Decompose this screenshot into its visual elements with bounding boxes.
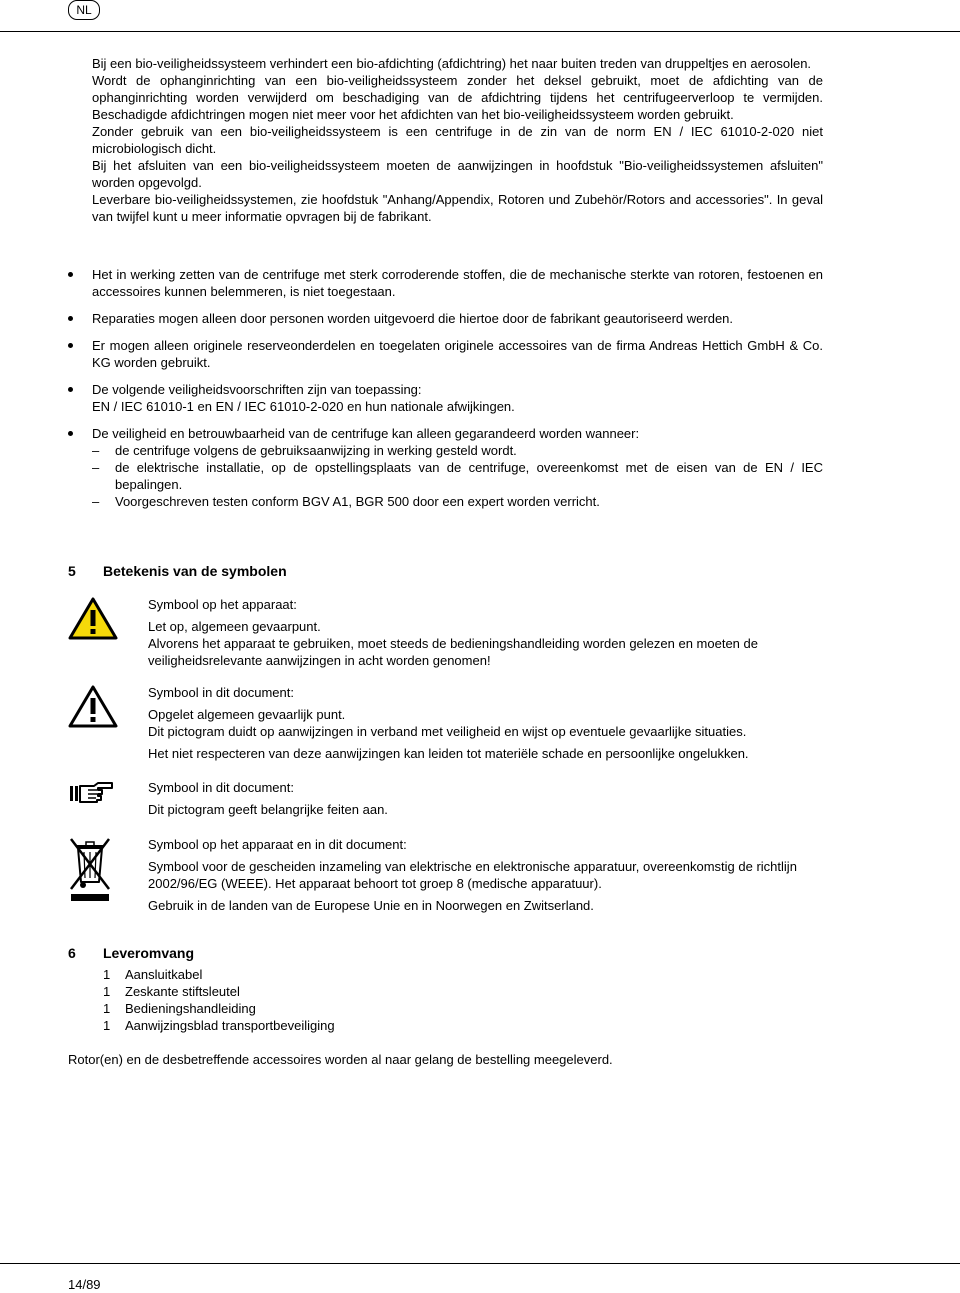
symbol-line: Dit pictogram geeft belangrijke feiten aan. [148,802,388,817]
warning-bw-icon [68,684,118,732]
dash-icon: – [92,494,100,509]
safety-bullet-list [68,266,823,520]
bullet-text: Het in werking zetten van de centrifuge met sterk corroderende stoffen, die de mechanische sterkte van rotoren, festoenen en accessoires kunnen belemmeren, is niet toegestaan. [92,267,823,299]
item-label: Zeskante stiftsleutel [125,984,240,999]
symbol-description [148,779,823,818]
symbol-line: Opgelet algemeen gevaarlijk punt. [148,707,346,722]
sub-list-text: Voorgeschreven testen conform BGV A1, BGR 500 door een expert worden verricht. [115,494,600,509]
sub-list-text: de elektrische installatie, op de opstellingsplaats van de centrifuge, overeenkomst met de eisen van de EN / IEC bepalingen. [115,460,823,492]
item-quantity: 1 [103,1018,111,1033]
bullet-item [68,425,823,510]
intro-paragraph: Wordt de ophanginrichting van een bio-veiligheidssysteem zonder het deksel gebruikt, moet de afdichting van de ophanginrichting worden verwijderd om beschadiging van de afdichtring tijdens het centrifugeerverloop te vermijden. Beschadigde afdichtringen mogen niet meer voor het afdichten van het bio-veiligheidssysteem worden gebruikt. [92,73,823,122]
bullet-text: EN / IEC 61010-1 en EN / IEC 61010-2-020 en hun nationale afwijkingen. [92,399,515,414]
bullet-dot-icon [68,343,73,348]
item-label: Bedieningshandleiding [125,1001,256,1016]
intro-paragraph: Bij een bio-veiligheidssysteem verhindert een bio-afdichting (afdichtring) het naar buiten treden van druppeltjes en aerosolen. [92,56,812,71]
intro-paragraph: Bij het afsluiten van een bio-veiligheidssysteem moeten de aanwijzingen in hoofdstuk "Bio-veiligheidssystemen afsluiten" worden opgevolgd. [92,158,823,190]
bullet-dot-icon [68,431,73,436]
warning-yellow-icon [68,596,118,644]
symbol-entry [68,596,823,666]
list-item [103,983,335,1000]
symbol-line: Gebruik in de landen van de Europese Unie en in Noorwegen en Zwitserland. [148,898,594,913]
bullet-item [68,381,823,415]
sub-list-item [92,493,823,510]
section-title: Leveromvang [103,945,195,961]
bullet-dot-icon [68,272,73,277]
symbol-entry [68,684,823,764]
list-item [103,1017,335,1034]
bullet-item [68,266,823,300]
section-title: Betekenis van de symbolen [103,563,287,579]
section-5-heading [68,563,287,580]
bullet-text: Er mogen alleen originele reserveonderdelen en toegelaten originele accessoires van de firma Andreas Hettich GmbH & Co. KG worden gebruikt. [92,338,823,370]
footer-divider [0,1263,960,1264]
bullet-dot-icon [68,316,73,321]
bullet-text: Reparaties mogen alleen door personen worden uitgevoerd die hiertoe door de fabrikant geautoriseerd werden. [92,311,734,326]
list-item [103,1000,335,1017]
crossed-bin-icon [68,836,112,910]
item-quantity: 1 [103,1001,111,1016]
symbol-heading: Symbool op het apparaat: [148,597,297,612]
dash-icon: – [92,460,100,475]
symbol-heading: Symbool in dit document: [148,685,294,700]
closing-note: Rotor(en) en de desbetreffende accessoires worden al naar gelang de bestelling meegeleverd. [68,1052,613,1067]
bullet-text: De volgende veiligheidsvoorschriften zijn van toepassing: [92,382,422,397]
list-item [103,966,335,983]
page-number: 14/89 [68,1277,101,1292]
symbol-entry [68,779,823,819]
intro-paragraph: Zonder gebruik van een bio-veiligheidssysteem is een centrifuge in de zin van de norm EN / IEC 61010-2-020 niet microbiologisch dicht. [92,124,823,156]
symbol-line: Let op, algemeen gevaarpunt. [148,619,321,634]
symbol-description [148,836,823,914]
sub-list-text: de centrifuge volgens de gebruiksaanwijzing in werking gesteld wordt. [115,443,517,458]
bullet-item [68,337,823,371]
symbol-description [148,596,823,669]
item-quantity: 1 [103,967,111,982]
symbol-line: Symbool voor de gescheiden inzameling van elektrische en elektronische apparatuur, overeenkomstig de richtlijn 2002/96/EG (WEEE). Het apparaat behoort tot groep 8 (medische apparatuur). [148,859,797,891]
item-quantity: 1 [103,984,111,999]
symbol-heading: Symbool op het apparaat en in dit document: [148,837,407,852]
intro-paragraph: Leverbare bio-veiligheidssystemen, zie hoofdstuk "Anhang/Appendix, Rotoren und Zubehör/Rotors and accessories". In geval van twijfel kunt u meer informatie opvragen bij de fabrikant. [92,192,823,224]
bullet-item [68,310,823,327]
item-label: Aanwijzingsblad transportbeveiliging [125,1018,335,1033]
header-divider [0,31,960,32]
section-number: 6 [68,945,76,961]
symbol-line: Alvorens het apparaat te gebruiken, moet steeds de bedieningshandleiding worden gelezen en moeten de veiligheidsrelevante aanwijzingen in acht worden genomen! [148,636,758,668]
sub-list-item [92,442,823,459]
bullet-text: De veiligheid en betrouwbaarheid van de centrifuge kan alleen gegarandeerd worden wanneer: [92,426,640,441]
pointing-hand-icon [68,781,114,809]
sub-list-item [92,459,823,493]
symbol-entry [68,836,823,916]
intro-text [92,55,823,225]
bullet-dot-icon [68,387,73,392]
symbol-line: Dit pictogram duidt op aanwijzingen in verband met veiligheid en wijst op eventuele gevaarlijke situaties. [148,724,747,739]
symbol-line: Het niet respecteren van deze aanwijzingen kan leiden tot materiële schade en persoonlijke ongelukken. [148,746,749,761]
item-label: Aansluitkabel [125,967,203,982]
symbol-heading: Symbool in dit document: [148,780,294,795]
section-6-heading [68,945,194,962]
section-number: 5 [68,563,76,579]
language-badge: NL [68,0,100,20]
dash-icon: – [92,443,100,458]
symbol-description [148,684,823,762]
delivery-scope-list [103,966,335,1034]
